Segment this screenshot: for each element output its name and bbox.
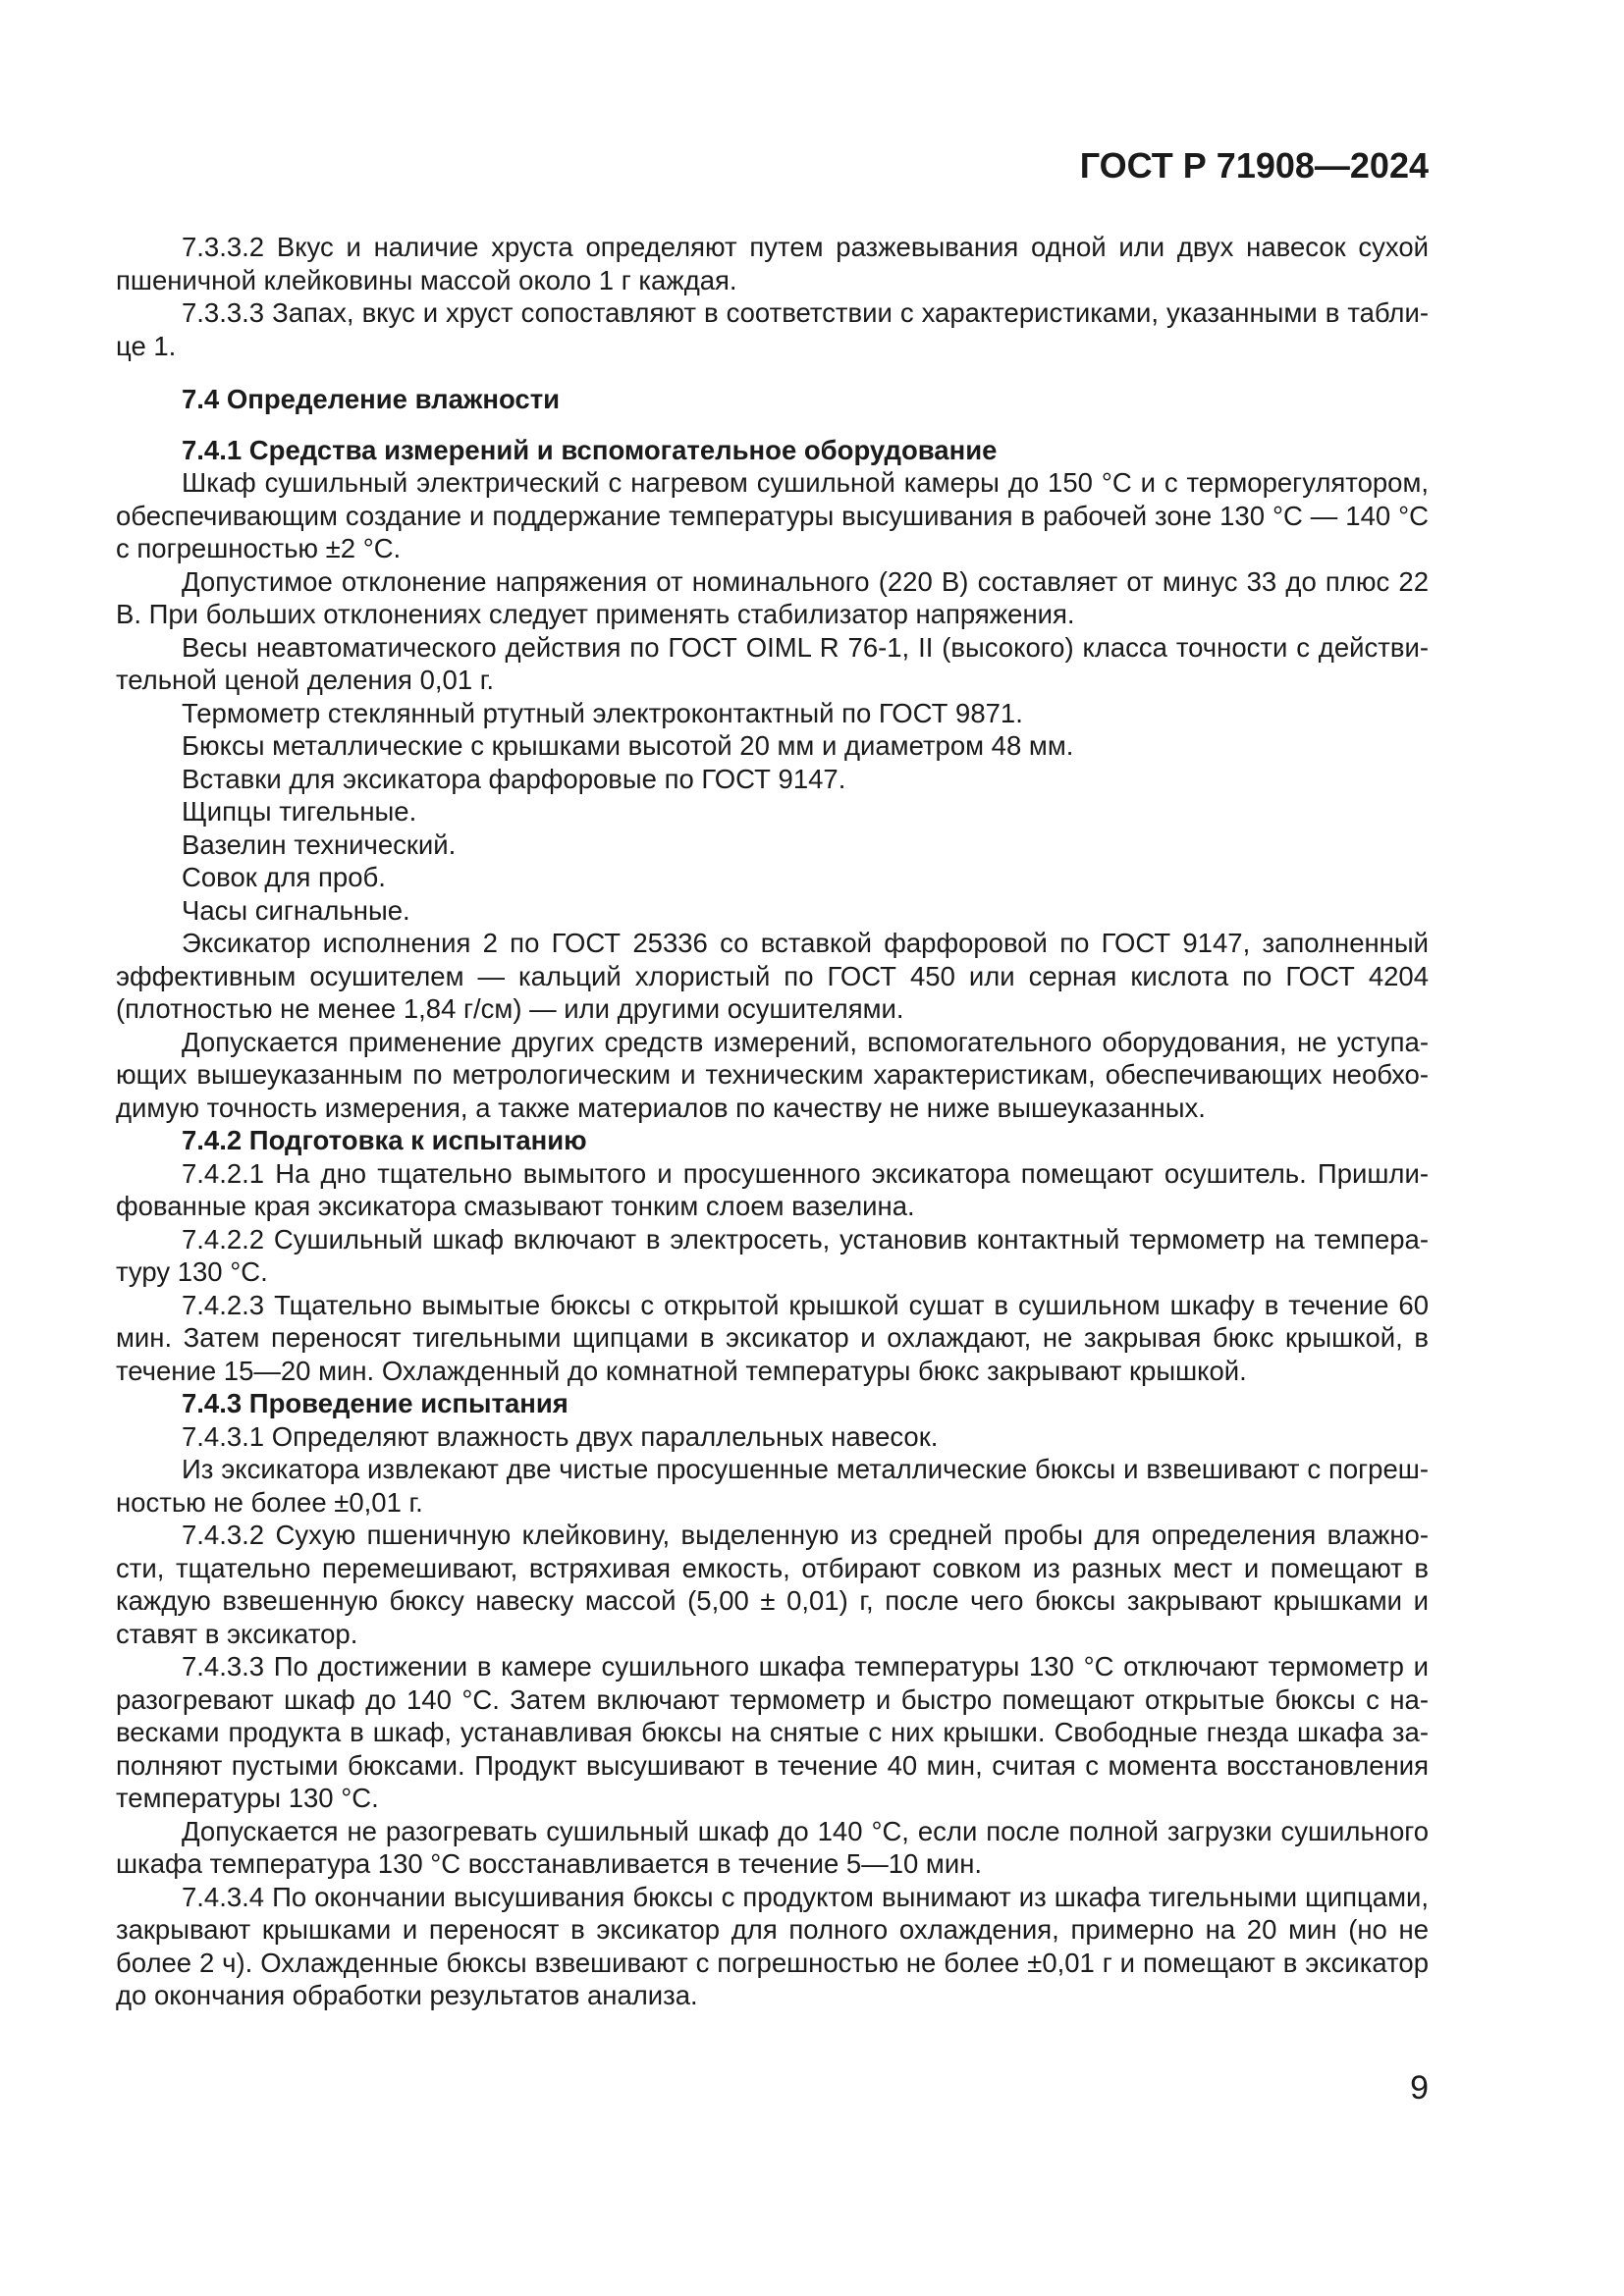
paragraph: Допустимое отклонение напряжения от номинального (220 В) составляет от минус 33 до плюс 22 В. При больших отклонениях следует применять стабилизатор напряжения. (116, 565, 1429, 629)
subsection-heading: 7.4.1 Средства измерений и вспомогательное оборудование (182, 434, 998, 465)
paragraph: Щипцы тигельные. (182, 796, 417, 827)
paragraph: Шкаф сушильный электрический с нагревом сушильной камеры до 150 °С и с терморегулятором, обеспечивающим создание и поддержание температуры высушивания в рабочей зоне 130 °С — 140 °С с погрешностью ±2 °С. (116, 467, 1429, 563)
paragraph: 7.4.3.3 По достижении в камере сушильного шкафа температуры 130 °С отключают термометр и разогревают шкаф до 140 °С. Затем включают термометр и быстро помещают открытые бюксы с навесками продукта в шкаф, устанавливая бюксы на снятые с них крышки. Свободные гнезда шкафа заполняют пустыми бюксами. Продукт высушивают в течение 40 мин, считая с момента восстановления температуры 130 °С. (116, 1651, 1429, 1813)
paragraph: 7.3.3.2 Вкус и наличие хруста определяют путем разжевывания одной или двух навесок сухой пшеничной клейковины массой около 1 г каждая. (116, 232, 1429, 295)
running-header: ГОСТ Р 71908—2024 (1079, 145, 1429, 186)
paragraph: 7.4.3.4 По окончании высушивания бюксы с продуктом вынимают из шкафа тигельными щипцами, закрывают крышками и переносят в эксикатор для полного охлаждения, примерно на 20 мин (но не более 2 ч). Охлажденные бюксы взвешивают с погрешностью не более ±0,01 г и помещают в эксикатор до окончания обработки результатов анализа. (116, 1881, 1429, 2010)
subsection-heading: 7.4.3 Проведение испытания (182, 1388, 568, 1418)
paragraph: Допускается применение других средств измерений, вспомогательного оборудования, не уступающих вышеуказанным по метрологическим и техническим характеристикам, обеспечивающих необходимую точность измерения, а также материалов по качеству не ниже вышеуказанных. (116, 1026, 1429, 1123)
section-heading: 7.4 Определение влажности (182, 384, 561, 414)
page-number: 9 (1410, 2069, 1429, 2107)
paragraph: Бюксы металлические с крышками высотой 20 мм и диаметром 48 мм. (182, 730, 1074, 761)
paragraph: 7.4.3.2 Сухую пшеничную клейковину, выделенную из средней пробы для определения влажности, тщательно перемешивают, встряхивая емкость, отбирают совком из разных мест и помещают в каждую взвешенную бюксу навеску массой (5,00 ± 0,01) г, после чего бюксы закрывают крышками и ставят в эксикатор. (116, 1520, 1429, 1649)
paragraph: Часы сигнальные. (182, 894, 410, 926)
subsection-heading: 7.4.2 Подготовка к испытанию (182, 1125, 587, 1155)
paragraph: Вазелин технический. (182, 828, 457, 860)
paragraph: Термометр стеклянный ртутный электроконтактный по ГОСТ 9871. (182, 697, 1023, 728)
paragraph: 7.4.2.1 На дно тщательно вымытого и просушенного эксикатора помещают осушитель. Пришлифованные края эксикатора смазывают тонким слоем вазелина. (116, 1157, 1429, 1221)
paragraph: Эксикатор исполнения 2 по ГОСТ 25336 со вставкой фарфоровой по ГОСТ 9147, заполненный эффективным осушителем — кальций хлористый по ГОСТ 450 или серная кислота по ГОСТ 4204 (плотностью не менее 1,84 г/см) — или другими осушителями. (116, 928, 1429, 1024)
paragraph: Весы неавтоматического действия по ГОСТ OIML R 76-1, II (высокого) класса точности с действительной ценой деления 0,01 г. (116, 631, 1429, 695)
paragraph: 7.4.2.2 Сушильный шкаф включают в электросеть, установив контактный термометр на температуру 130 °С. (116, 1223, 1429, 1287)
paragraph: Допускается не разогревать сушильный шкаф до 140 °С, если после полной загрузки сушильного шкафа температура 130 °С восстанавливается в течение 5—10 мин. (116, 1815, 1429, 1879)
document-body (116, 231, 1429, 2012)
paragraph: Из эксикатора извлекают две чистые просушенные металлические бюксы и взвешивают с погрешностью не более ±0,01 г. (116, 1454, 1429, 1518)
paragraph: Вставки для эксикатора фарфоровые по ГОСТ 9147. (182, 763, 846, 794)
paragraph: 7.3.3.3 Запах, вкус и хруст сопоставляют в соответствии с характеристиками, указанными в таблице 1. (116, 297, 1429, 361)
paragraph: Совок для проб. (182, 862, 386, 892)
paragraph: 7.4.2.3 Тщательно вымытые бюксы с открытой крышкой сушат в сушильном шкафу в течение 60 мин. Затем переносят тигельными щипцами в эксикатор и охлаждают, не закрывая бюкс крышкой, в течение 15—20 мин. Охлажденный до комнатной температуры бюкс закрывают крышкой. (116, 1289, 1429, 1386)
paragraph: 7.4.3.1 Определяют влажность двух параллельных навесок. (182, 1420, 939, 1452)
